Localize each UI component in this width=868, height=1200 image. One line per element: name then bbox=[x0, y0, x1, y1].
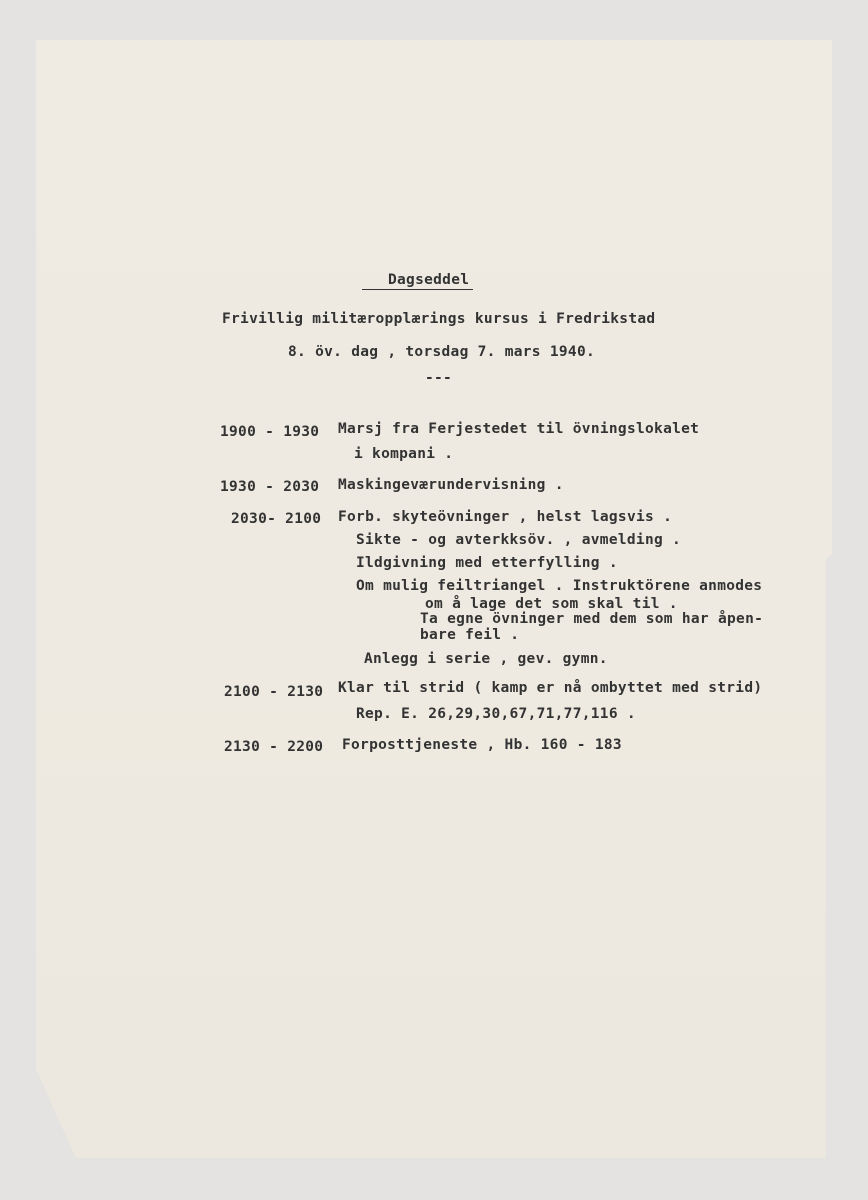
date-line: 8. öv. dag , torsdag 7. mars 1940. bbox=[288, 344, 596, 360]
schedule-line: Ta egne övninger med dem som har åpen- bbox=[420, 611, 764, 627]
course-subtitle: Frivillig militæropplærings kursus i Fredrikstad bbox=[222, 311, 656, 327]
schedule-line: Ildgivning med etterfylling . bbox=[356, 555, 618, 571]
schedule-line: Forposttjeneste , Hb. 160 - 183 bbox=[342, 737, 622, 753]
schedule-line: Rep. E. 26,29,30,67,71,77,116 . bbox=[356, 706, 636, 722]
schedule-time-5: 2130 - 2200 bbox=[224, 739, 324, 755]
schedule-time-2: 1930 - 2030 bbox=[220, 479, 320, 495]
separator: --- bbox=[425, 370, 453, 386]
schedule-time-3: 2030- 2100 bbox=[231, 511, 322, 527]
document-title: Dagseddel bbox=[362, 272, 473, 290]
schedule-line: i kompani . bbox=[354, 446, 454, 462]
schedule-line: Klar til strid ( kamp er nå ombyttet med strid) bbox=[338, 680, 763, 696]
schedule-time-1: 1900 - 1930 bbox=[220, 424, 320, 440]
schedule-line: om å lage det som skal til . bbox=[425, 596, 678, 612]
schedule-line: bare feil . bbox=[420, 627, 520, 643]
schedule-line: Marsj fra Ferjestedet til övningslokalet bbox=[338, 421, 700, 437]
schedule-line: Forb. skyteövninger , helst lagsvis . bbox=[338, 509, 673, 525]
schedule-line: Maskingeværundervisning . bbox=[338, 477, 564, 493]
schedule-line: Om mulig feiltriangel . Instruktörene anmodes bbox=[356, 578, 763, 594]
schedule-time-4: 2100 - 2130 bbox=[224, 684, 324, 700]
schedule-line: Sikte - og avterkksöv. , avmelding . bbox=[356, 532, 682, 548]
schedule-line: Anlegg i serie , gev. gymn. bbox=[364, 651, 608, 667]
